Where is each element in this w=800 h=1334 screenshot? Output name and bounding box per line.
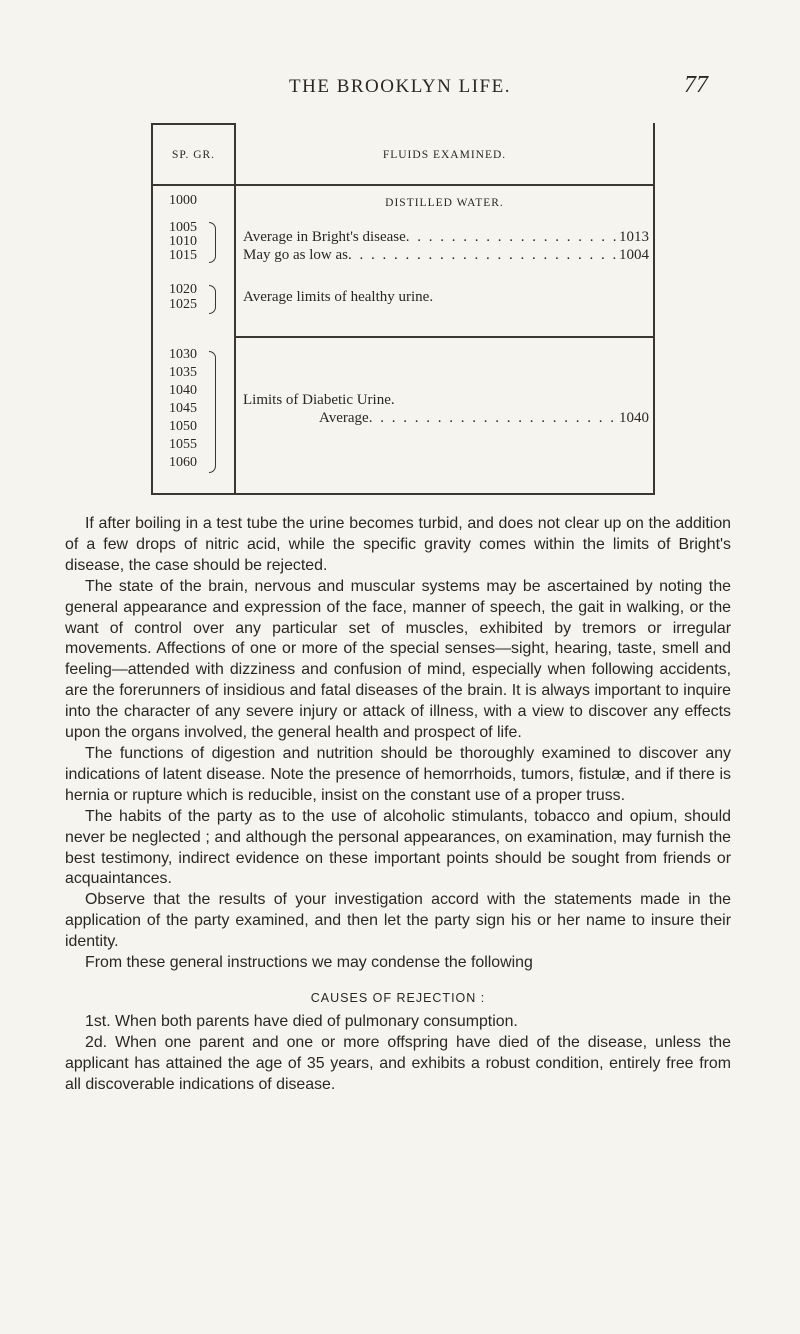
diabetic-average-label: Average bbox=[319, 410, 369, 426]
table-left-border bbox=[151, 123, 153, 495]
brace bbox=[209, 222, 216, 263]
sp-gr-value: 1030 bbox=[169, 347, 197, 362]
brights-low-line bbox=[243, 247, 649, 264]
paragraph: The habits of the party as to the use of alcoholic stimulants, tobacco and opium, should never be neglected ; and although the personal appearances, on examination, may furnish the best testimony, indirect evidence on these important points should be sought from friends or acquaintances. bbox=[65, 807, 731, 888]
body-text bbox=[65, 514, 731, 1095]
sp-gr-value: 1025 bbox=[169, 297, 197, 312]
brights-average-line bbox=[243, 229, 649, 246]
row-rule bbox=[235, 336, 655, 338]
healthy-urine-label: Average limits of healthy urine. bbox=[243, 289, 434, 305]
brace bbox=[209, 351, 216, 473]
diabetic-average-value: 1040 bbox=[619, 410, 649, 426]
diabetic-urine-label: Limits of Diabetic Urine. bbox=[243, 392, 395, 408]
sp-gr-value: 1000 bbox=[169, 193, 197, 208]
specific-gravity-table bbox=[151, 123, 655, 495]
brights-low-label: May go as low as bbox=[243, 247, 348, 263]
sp-gr-value: 1020 bbox=[169, 282, 197, 297]
cause-item: 1st. When both parents have died of pulmonary consumption. bbox=[85, 1012, 518, 1030]
cause-item: 2d. When one parent and one or more offspring have died of the disease, unless the applicant has attained the age of 35 years, and exhibits a robust condition, entirely free from all discoverable indications of disease. bbox=[65, 1033, 731, 1093]
col-header-fluids: FLUIDS EXAMINED. bbox=[382, 149, 507, 161]
paragraph: The functions of digestion and nutrition should be thoroughly examined to discover any indications of latent disease. Note the presence of hemorrhoids, tumors, fistulæ, and if there is hernia or rupture which is reducible, insist on the constant use of a proper truss. bbox=[65, 744, 731, 804]
brights-low-value: 1004 bbox=[619, 247, 649, 263]
dot-leader bbox=[369, 410, 619, 427]
sp-gr-value: 1040 bbox=[169, 383, 197, 398]
table-top-border bbox=[151, 123, 236, 125]
table-bottom-border bbox=[151, 493, 655, 495]
sp-gr-value: 1060 bbox=[169, 455, 197, 470]
brights-average-value: 1013 bbox=[619, 229, 649, 245]
paragraph: From these general instructions we may condense the following bbox=[85, 954, 533, 972]
table-column-divider bbox=[234, 123, 236, 495]
sp-gr-value: 1015 bbox=[169, 248, 197, 263]
header-rule bbox=[151, 184, 655, 186]
distilled-water-label: DISTILLED WATER. bbox=[385, 197, 504, 209]
running-title: THE BROOKLYN LIFE. bbox=[289, 76, 511, 97]
page-number: 77 bbox=[684, 72, 708, 98]
sp-gr-value: 1045 bbox=[169, 401, 197, 416]
paragraph: If after boiling in a test tube the urine becomes turbid, and does not clear up on the addition of a few drops of nitric acid, while the specific gravity comes within the limits of Bright's disease, the case should be rejected. bbox=[65, 515, 731, 574]
col-header-sp-gr: SP. GR. bbox=[171, 149, 216, 161]
brights-average-label: Average in Bright's disease bbox=[243, 229, 406, 245]
paragraph: The state of the brain, nervous and muscular systems may be ascertained by noting the general appearance and expression of the face, manner of speech, the gait in walking, or the want of control over any particular set of muscles, exhibited by tremors or irregular movements. Affections of one or more of the special senses—sight, hearing, taste, smell and feeling—attended with dizziness and confusion of mind, especially when following accidents, are the forerunners of insidious and fatal diseases of the brain. It is always important to inquire into the character of any severe injury or attack of illness, with a view to discover any effects upon the organs involved, the general health and prospect of life. bbox=[65, 577, 731, 742]
table-right-border bbox=[653, 123, 655, 495]
dot-leader bbox=[406, 229, 619, 246]
sp-gr-value: 1055 bbox=[169, 437, 197, 452]
paragraph: Observe that the results of your investigation accord with the statements made in the application of the party examined, and then let the party sign his or her name to insure their identity. bbox=[65, 891, 731, 951]
diabetic-average-line bbox=[319, 410, 649, 427]
causes-heading: CAUSES OF REJECTION : bbox=[310, 990, 486, 1005]
sp-gr-value: 1010 bbox=[169, 234, 197, 249]
sp-gr-value: 1005 bbox=[169, 220, 197, 235]
sp-gr-value: 1050 bbox=[169, 419, 197, 434]
sp-gr-value: 1035 bbox=[169, 365, 197, 380]
dot-leader bbox=[348, 247, 619, 264]
brace bbox=[209, 285, 216, 314]
running-head bbox=[0, 72, 800, 100]
